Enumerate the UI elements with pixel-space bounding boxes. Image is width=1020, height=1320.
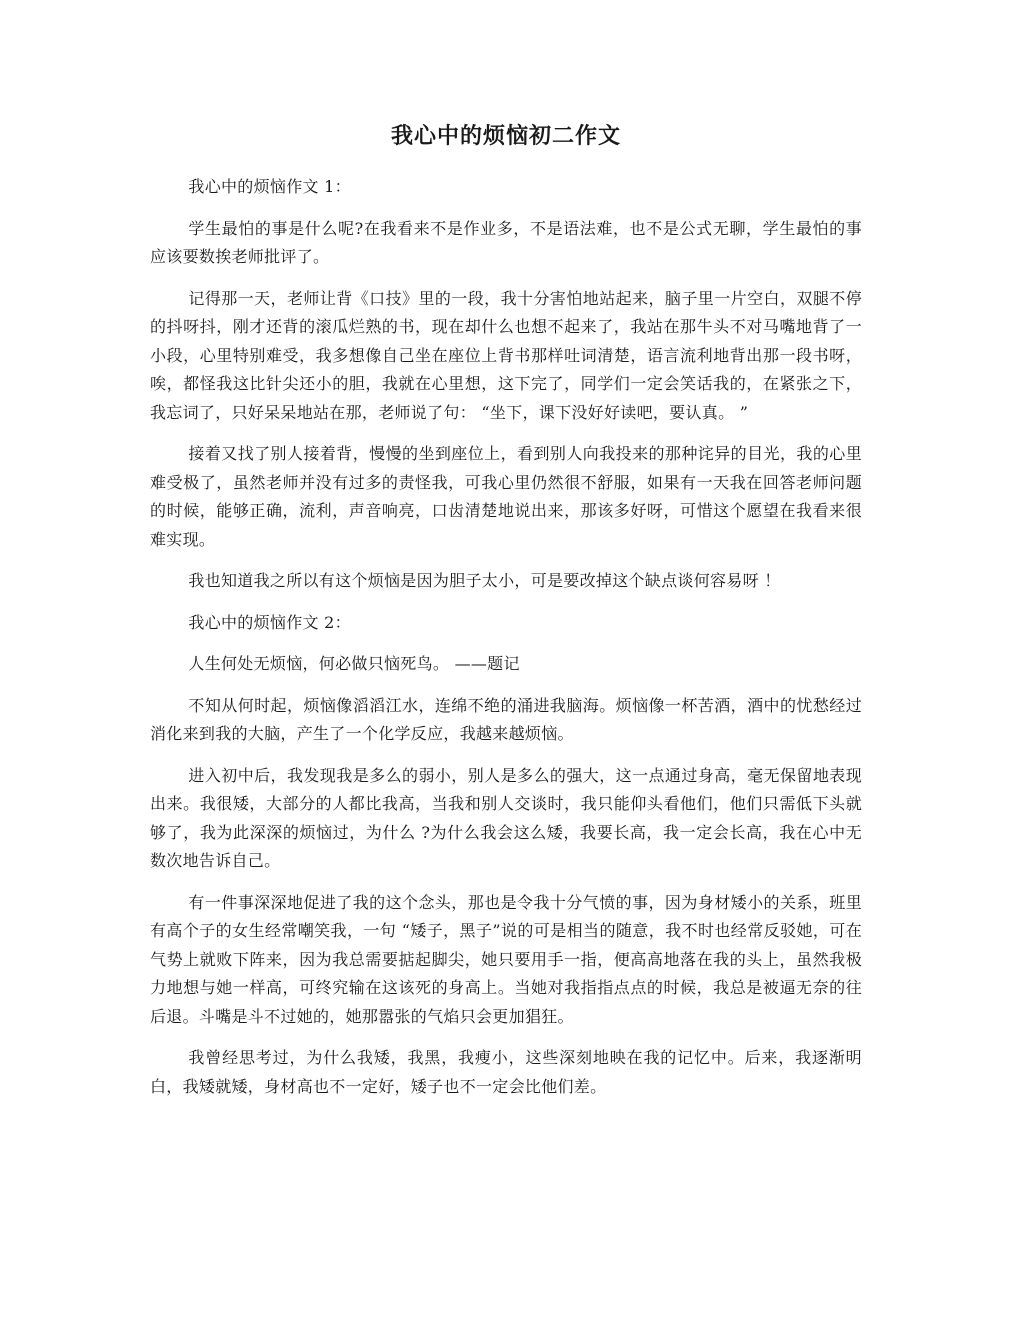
paragraph: 进入初中后，我发现我是多么的弱小，别人是多么的强大，这一点通过身高，毫无保留地表现出来。我很矮，大部分的人都比我高，当我和别人交谈时，我只能仰头看他们，他们只需低下头就够了，我为此深深的烦恼过，为什么 ?为什么我会这么矮，我要长高，我一定会长高，我在心中无数次地告诉自己。 [150, 765, 862, 870]
paragraph: 记得那一天，老师让背《口技》里的一段，我十分害怕地站起来，脑子里一片空白，双腿不停的抖呀抖，刚才还背的滚瓜烂熟的书，现在却什么也想不起来了，我站在那牛头不对马嘴地背了一小段，心里特别难受，我多想像自己坐在座位上背书那样吐词清楚，语言流利地背出那一段书呀，唉，都怪我这比针尖还小的胆，我就在心里想，这下完了，同学们一定会笑话我的，在紧张之下，我忘词了，只好呆呆地站在那，老师说了句： “坐下，课下没好好读吧，要认真。 ” [150, 288, 862, 422]
paragraph: 接着又找了别人接着背，慢慢的坐到座位上，看到别人向我投来的那种诧异的目光，我的心里难受极了，虽然老师并没有过多的责怪我，可我心里仍然很不舒服，如果有一天我在回答老师问题的时候，能够正确，流利，声音响亮，口齿清楚地说出来，那该多好呀，可惜这个愿望在我看来很难实现。 [150, 444, 862, 549]
paragraph-essay-2-heading: 我心中的烦恼作文 2： [188, 612, 351, 632]
paragraph: 我也知道我之所以有这个烦恼是因为胆子太小，可是要改掉这个缺点谈何容易呀 ！ [188, 571, 781, 590]
paragraph-epigraph: 人生何处无烦恼，何必做只恼死鸟。 ——题记 [188, 654, 520, 673]
paragraph-essay-1-heading: 我心中的烦恼作文 1： [188, 177, 351, 196]
paragraph: 我曾经思考过，为什么我矮，我黑，我瘦小，这些深刻地映在我的记忆中。后来，我逐渐明白，我矮就矮，身材高也不一定好，矮子也不一定会比他们差。 [150, 1048, 862, 1096]
document-title: 我心中的烦恼初二作文 [390, 123, 621, 149]
paragraph: 不知从何时起，烦恼像滔滔江水，连绵不绝的涌进我脑海。烦恼像一杯苦酒，酒中的忧愁经过消化来到我的大脑，产生了一个化学反应，我越来越烦恼。 [150, 695, 862, 743]
paragraph: 学生最怕的事是什么呢?在我看来不是作业多，不是语法难，也不是公式无聊，学生最怕的事应该要数挨老师批评了。 [150, 218, 862, 266]
paragraph: 有一件事深深地促进了我的这个念头，那也是令我十分气愤的事，因为身材矮小的关系，班里有高个子的女生经常嘲笑我，一句 “矮子，黑子”说的可是相当的随意，我不时也经常反驳她，可在气势上就败下阵来，因为我总需要掂起脚尖，她只要用手一指，便高高地落在我的头上，虽然我极力地想与她一样高，可终究输在这该死的身高上。当她对我指指点点的时候，我总是被逼无奈的往后退。斗嘴是斗不过她的，她那嚣张的气焰只会更加猖狂。 [150, 892, 862, 1026]
document-body [150, 173, 862, 1114]
